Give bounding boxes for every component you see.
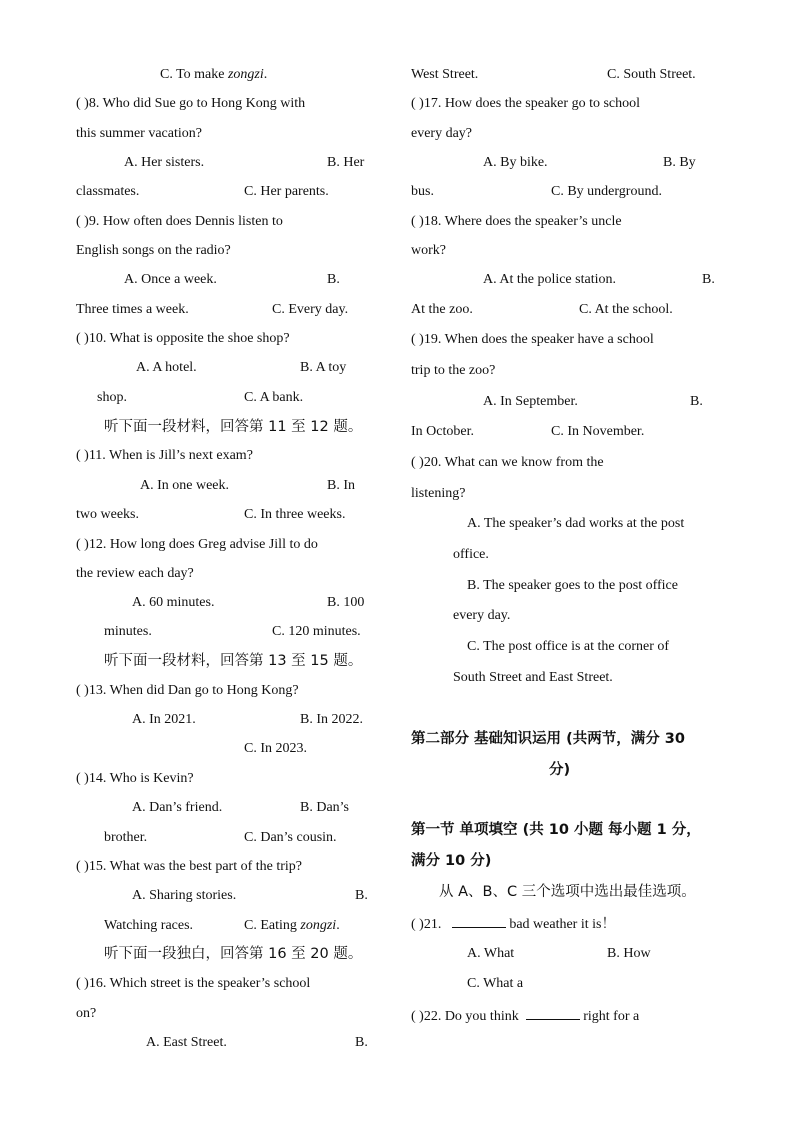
q10-option-c: C. A bank. [244,390,304,405]
q16-option-c: C. South Street. [607,67,696,82]
q11-option-a: A. In one week. [140,478,230,493]
q21-answer-blank [452,914,506,928]
q18-option-a: A. At the police station. [483,272,616,287]
q16-stem-cont: on? [76,1006,97,1021]
q19-option-b: B. [690,394,703,409]
q9-stem: ( )9. How often does Dennis listen to [76,214,283,229]
q20-stem: ( )20. What can we know from the [411,455,604,470]
q12-stem: ( )12. How long does Greg advise Jill to do [76,537,318,552]
q18-option-b-cont: At the zoo. [411,302,473,317]
q8-stem: ( )8. Who did Sue go to Hong Kong with [76,96,306,111]
q21-stem: ( )21. bad weather it is！ [411,914,615,934]
q20-option-b: B. The speaker goes to the post office [467,578,678,593]
q20-option-b-cont: every day. [453,608,511,623]
q20-stem-cont: listening? [411,486,466,501]
q19-option-c: C. In November. [551,424,645,439]
q20-option-c-cont: South Street and East Street. [453,670,613,685]
q14-option-b: B. Dan’s [300,800,349,815]
q15-option-a: A. Sharing stories. [132,888,237,903]
section-instruction-11-12: 听下面一段材料，回答第 11 至 12 题。 [104,419,363,435]
q15-option-c: C. Eating zongzi. [244,918,340,933]
q13-option-b: B. In 2022. [300,712,363,727]
q21-option-c: C. What a [467,976,524,991]
section-one-instruction: 从 A、B、C 三个选项中选出最佳选项。 [439,884,696,900]
q14-option-a: A. Dan’s friend. [132,800,223,815]
q9-option-c: C. Every day. [272,302,349,317]
q8-option-c: C. Her parents. [244,184,329,199]
q11-option-c: C. In three weeks. [244,507,346,522]
q16-stem: ( )16. Which street is the speaker’s school [76,976,311,991]
section-instruction-16-20: 听下面一段独白，回答第 16 至 20 题。 [104,946,363,962]
q19-stem: ( )19. When does the speaker have a school [411,332,654,347]
q12-stem-cont: the review each day? [76,566,194,581]
q15-option-b-cont: Watching races. [104,918,194,933]
q18-stem: ( )18. Where does the speaker’s uncle [411,214,622,229]
q17-option-b: B. By [663,155,696,170]
q9-stem-cont: English songs on the radio? [76,243,231,258]
q8-stem-cont: this summer vacation? [76,126,202,141]
q10-stem: ( )10. What is opposite the shoe shop? [76,331,290,346]
q8-option-a: A. Her sisters. [124,155,205,170]
q17-option-b-cont: bus. [411,184,434,199]
part-two-heading-cont: 分) [549,762,571,778]
section-one-heading: 第一节 单项填空 (共 10 小题 每小题 1 分， [411,822,701,838]
q14-stem: ( )14. Who is Kevin? [76,771,194,786]
q8-option-b-cont: classmates. [76,184,140,199]
q15-stem: ( )15. What was the best part of the trip? [76,859,303,874]
q11-option-b-cont: two weeks. [76,507,139,522]
q10-option-b-cont: shop. [97,390,127,405]
q22-answer-blank [526,1006,580,1020]
section-instruction-13-15: 听下面一段材料，回答第 13 至 15 题。 [104,653,363,669]
q10-option-b: B. A toy [300,360,347,375]
q14-option-b-cont: brother. [104,830,148,845]
q18-option-b: B. [702,272,715,287]
q9-option-a: A. Once a week. [124,272,217,287]
q8-option-b: B. Her [327,155,365,170]
section-one-heading-cont: 满分 10 分) [411,853,492,869]
q12-option-b-cont: minutes. [104,624,152,639]
q20-option-c: C. The post office is at the corner of [467,639,670,654]
q21-option-b: B. How [607,946,651,961]
q11-stem: ( )11. When is Jill’s next exam? [76,448,253,463]
q18-option-c: C. At the school. [579,302,673,317]
q19-option-b-cont: In October. [411,424,474,439]
q17-stem: ( )17. How does the speaker go to school [411,96,641,111]
q14-option-c: C. Dan’s cousin. [244,830,337,845]
q16-option-b: B. [355,1035,368,1050]
q12-option-c: C. 120 minutes. [272,624,361,639]
q16-option-a: A. East Street. [146,1035,227,1050]
q12-option-b: B. 100 [327,595,365,610]
q12-option-a: A. 60 minutes. [132,595,215,610]
q20-option-a-cont: office. [453,547,489,562]
part-two-heading: 第二部分 基础知识运用 (共两节，满分 30 [411,731,685,747]
q10-option-a: A. A hotel. [136,360,197,375]
q17-stem-cont: every day? [411,126,473,141]
q9-option-b-cont: Three times a week. [76,302,189,317]
q21-option-a: A. What [467,946,515,961]
q18-stem-cont: work? [411,243,446,258]
q19-option-a: A. In September. [483,394,578,409]
q20-option-a: A. The speaker’s dad works at the post [467,516,685,531]
q19-stem-cont: trip to the zoo? [411,363,496,378]
q16-option-b-cont: West Street. [411,67,479,82]
q13-option-c: C. In 2023. [244,741,307,756]
q15-option-b: B. [355,888,368,903]
q22-stem: ( )22. Do you think right for a [411,1006,639,1026]
q13-stem: ( )13. When did Dan go to Hong Kong? [76,683,299,698]
q11-option-b: B. In [327,478,355,493]
q7-option-c: C. To make zongzi. [160,67,268,82]
q17-option-a: A. By bike. [483,155,548,170]
q9-option-b: B. [327,272,340,287]
q13-option-a: A. In 2021. [132,712,196,727]
q17-option-c: C. By underground. [551,184,662,199]
